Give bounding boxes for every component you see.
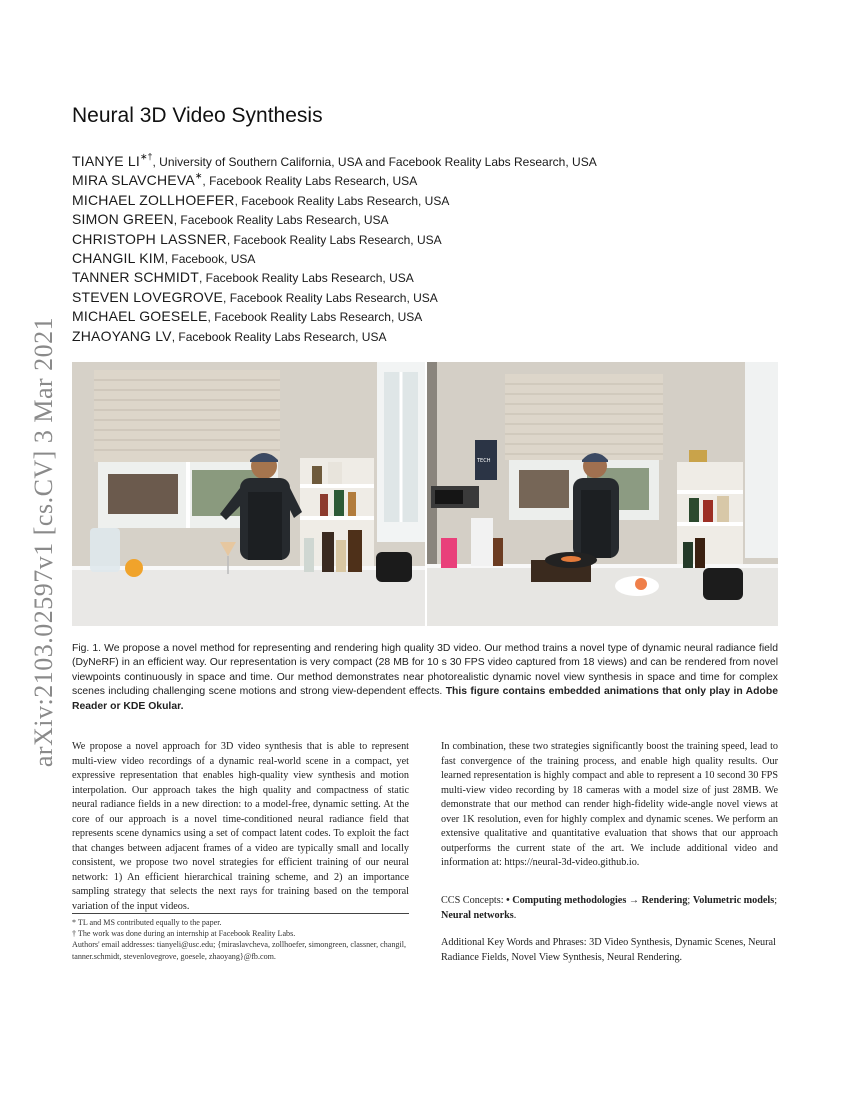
arxiv-stamp	[24, 292, 64, 792]
ccs-end: .	[513, 909, 517, 921]
keywords	[441, 936, 778, 965]
author-name: CHRISTOPH LASSNER	[72, 230, 227, 247]
author-name: MIRA SLAVCHEVA	[72, 172, 195, 189]
footnotes	[72, 917, 409, 962]
arxiv-stamp-text: arXiv:2103.02597v1 [cs.CV] 3 Mar 2021	[29, 316, 58, 768]
author-line	[72, 152, 597, 171]
abstract-paragraph: We propose a novel approach for 3D video synthesis that is able to represent multi-view video recordings of a dynamic real-world scene in a compact, yet expressive representation that enables high-quality view synthesis and motion interpolation. Our approach takes the high quality and compactness of static neural radiance fields in a new direction: to a model-free, dynamic setting. At the core of our approach is a novel time-conditioned neural radiance field that represents scene dynamics using a set of compact latent codes. To exploit the fact that changes between adjacent frames of a video are typically small and locally consistent, we propose two novel strategies for efficient training of our neural network: 1) An efficient hierarchical training scheme, and 2) an importance sampling strategy that selects the next rays for training based on the temporal variation of the input videos.	[72, 741, 409, 912]
paper-title: Neural 3D Video Synthesis	[72, 104, 323, 127]
ccs-item: Computing methodologies → Rendering	[512, 895, 688, 906]
caption-text: Fig. 1. We propose a novel method for representing and rendering high quality 3D video. Our method trains a novel type of dynamic neural radiance field (DyNeRF) in an efficient way. Our representation is very compact (28 MB for 10 s 30 FPS video captured from 18 views) and can be rendered from novel viewpoints continuously in space and time. Our method demonstrates near photorealistic dynamic novel view synthesis in space and time for complex scenes including challenging scene motions and strong view-dependent effects.	[72, 643, 778, 698]
figure-panel-left	[72, 362, 425, 626]
author-line	[72, 288, 597, 307]
ccs-item: Neural networks	[441, 909, 514, 921]
author-name: SIMON GREEN	[72, 211, 174, 228]
author-name: CHANGIL KIM	[72, 249, 165, 266]
author-mark: ∗†	[139, 151, 153, 162]
author-name: MICHAEL GOESELE	[72, 308, 208, 325]
footnote: Authors' email addresses: tianyeli@usc.edu; {miraslavcheva, zollhoefer, simongreen, classner, changil, tanner.schmidt, stevenlovegrove, goesele, zhaoyang}@fb.com.	[72, 940, 406, 961]
author-affiliation: , Facebook Reality Labs Research, USA	[202, 174, 418, 189]
author-line	[72, 171, 597, 190]
author-line	[72, 249, 597, 268]
author-affiliation: , Facebook Reality Labs Research, USA	[171, 329, 387, 344]
ccs-bullet: •	[506, 895, 513, 906]
author-affiliation: , Facebook Reality Labs Research, USA	[198, 271, 414, 286]
author-affiliation: , Facebook Reality Labs Research, USA	[226, 232, 442, 247]
kitchen-scene-left-image	[72, 362, 425, 626]
kitchen-scene-right-image	[427, 362, 778, 626]
author-name: TANNER SCHMIDT	[72, 269, 199, 286]
author-mark: ∗	[194, 171, 203, 182]
author-affiliation: , Facebook Reality Labs Research, USA	[207, 310, 423, 325]
author-name: STEVEN LOVEGROVE	[72, 288, 224, 305]
author-line	[72, 230, 597, 249]
author-name: ZHAOYANG LV	[72, 327, 172, 344]
ccs-separator: ;	[687, 895, 693, 906]
author-line	[72, 268, 597, 287]
author-affiliation: , Facebook Reality Labs Research, USA	[173, 213, 389, 228]
ccs-separator: ;	[774, 895, 778, 906]
abstract-column-right	[441, 740, 778, 871]
ccs-label: CCS Concepts:	[441, 895, 507, 906]
author-affiliation: , Facebook Reality Labs Research, USA	[223, 290, 438, 305]
abstract-column-left	[72, 740, 409, 914]
keywords-text: Additional Key Words and Phrases: 3D Video Synthesis, Dynamic Scenes, Neural Radiance Fields, Novel View Synthesis, Neural Rendering.	[441, 937, 776, 963]
author-line	[72, 307, 597, 326]
author-line	[72, 327, 597, 346]
figure-caption	[72, 642, 778, 714]
figure-panel-right	[427, 362, 778, 626]
author-name: TIANYE LI	[72, 153, 140, 169]
author-affiliation: , University of Southern California, USA and Facebook Reality Labs Research, USA	[152, 155, 597, 169]
author-list	[72, 152, 597, 346]
ccs-concepts	[441, 894, 778, 923]
footnote-divider	[72, 913, 409, 914]
footnote: † The work was done during an internship at Facebook Reality Labs.	[72, 929, 296, 939]
ccs-item: Volumetric models	[692, 895, 775, 906]
author-name: MICHAEL ZOLLHOEFER	[72, 191, 235, 208]
author-affiliation: , Facebook Reality Labs Research, USA	[234, 193, 450, 208]
footnote: * TL and MS contributed equally to the paper.	[72, 918, 222, 927]
teaser-figure	[72, 362, 778, 626]
abstract-paragraph: In combination, these two strategies significantly boost the training speed, lead to fast convergence of the training process, and enable high quality results. Our learned representation is highly compact and able to represent a 10 second 30 FPS multi-view video recording by 18 cameras with a model size of just 28MB. We demonstrate that our method can render high-fidelity wide-angle novel views at over 1K resolution, even for highly complex and dynamic scenes. We perform an extensive qualitative and quantitative evaluation that shows that our approach outperforms the current state of the art. We include additional video and information at: https://neural-3d-video.github.io.	[441, 741, 778, 868]
author-affiliation: , Facebook, USA	[164, 251, 256, 266]
poster-text: TECH	[477, 458, 491, 464]
author-line	[72, 191, 597, 210]
caption-bold-note: This figure contains embedded animations that only play in Adobe Reader or KDE Okular.	[72, 686, 778, 712]
author-line	[72, 210, 597, 229]
